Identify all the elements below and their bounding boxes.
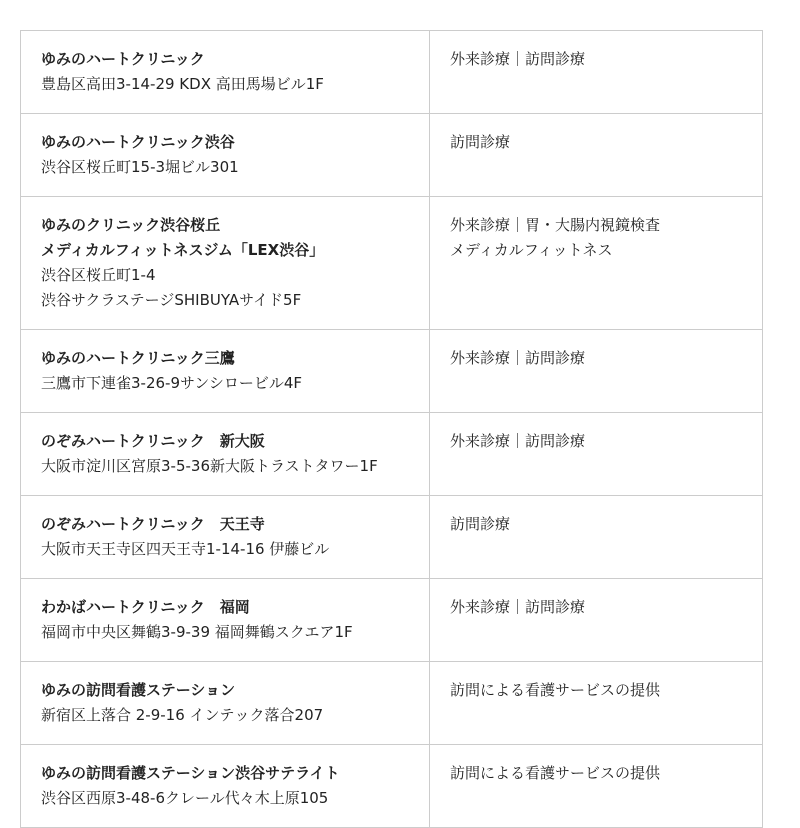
clinic-info-cell — [21, 662, 430, 745]
clinic-table — [20, 30, 763, 828]
clinic-info-cell — [21, 197, 430, 330]
clinic-info-cell — [21, 579, 430, 662]
table-row — [21, 496, 763, 579]
table-row — [21, 31, 763, 114]
clinic-name: ゆみのクリニック渋谷桜丘 — [41, 216, 221, 234]
clinic-services: 訪問診療 — [450, 515, 511, 533]
clinic-services-cell — [430, 114, 763, 197]
clinic-info-cell — [21, 31, 430, 114]
clinic-name: ゆみの訪問看護ステーション — [41, 681, 236, 699]
clinic-services: 訪問による看護サービスの提供 — [450, 681, 661, 699]
clinic-services: 訪問による看護サービスの提供 — [450, 764, 661, 782]
clinic-services: 外来診療｜胃・大腸内視鏡検査 — [450, 216, 661, 234]
clinic-services: 外来診療｜訪問診療 — [450, 349, 586, 367]
table-row — [21, 579, 763, 662]
clinic-table-body — [21, 31, 763, 828]
clinic-services-cell — [430, 413, 763, 496]
clinic-info-cell — [21, 413, 430, 496]
clinic-services-cell — [430, 662, 763, 745]
clinic-address: 渋谷区西原3-48-6クレール代々木上原105 — [41, 789, 329, 807]
table-row — [21, 413, 763, 496]
clinic-services-secondary: メディカルフィットネス — [450, 241, 613, 259]
clinic-services-cell — [430, 579, 763, 662]
clinic-address: 大阪市天王寺区四天王寺1-14-16 伊藤ビル — [41, 540, 330, 558]
clinic-services-cell — [430, 197, 763, 330]
clinic-address: 大阪市淀川区宮原3-5-36新大阪トラストタワー1F — [41, 457, 378, 475]
table-row — [21, 330, 763, 413]
clinic-services: 外来診療｜訪問診療 — [450, 50, 586, 68]
clinic-name: ゆみのハートクリニック三鷹 — [41, 349, 235, 367]
clinic-services: 外来診療｜訪問診療 — [450, 598, 586, 616]
clinic-services-cell — [430, 496, 763, 579]
clinic-services-cell — [430, 330, 763, 413]
clinic-address: 渋谷区桜丘町15-3堀ビル301 — [41, 158, 239, 176]
clinic-name: ゆみの訪問看護ステーション渋谷サテライト — [41, 764, 340, 782]
clinic-name: のぞみハートクリニック 天王寺 — [41, 515, 265, 533]
table-row — [21, 197, 763, 330]
clinic-name: わかばハートクリニック 福岡 — [41, 598, 250, 616]
clinic-services: 訪問診療 — [450, 133, 511, 151]
clinic-info-cell — [21, 745, 430, 828]
clinic-info-cell — [21, 496, 430, 579]
clinic-address: 福岡市中央区舞鶴3-9-39 福岡舞鶴スクエア1F — [41, 623, 353, 641]
clinic-address-secondary: 渋谷サクラステージSHIBUYAサイド5F — [41, 291, 302, 309]
clinic-name: ゆみのハートクリニック渋谷 — [41, 133, 235, 151]
table-row — [21, 114, 763, 197]
clinic-info-cell — [21, 114, 430, 197]
clinic-address: 新宿区上落合 2-9-16 インテック落合207 — [41, 706, 324, 724]
clinic-services-cell — [430, 745, 763, 828]
clinic-address: 渋谷区桜丘町1-4 — [41, 266, 156, 284]
clinic-name: ゆみのハートクリニック — [41, 50, 205, 68]
clinic-services-cell — [430, 31, 763, 114]
clinic-address: 三鷹市下連雀3-26-9サンシロービル4F — [41, 374, 303, 392]
clinic-name: のぞみハートクリニック 新大阪 — [41, 432, 265, 450]
table-row — [21, 662, 763, 745]
clinic-services: 外来診療｜訪問診療 — [450, 432, 586, 450]
clinic-name-secondary: メディカルフィットネスジム「LEX渋谷」 — [41, 241, 325, 259]
clinic-info-cell — [21, 330, 430, 413]
clinic-address: 豊島区高田3-14-29 KDX 高田馬場ビル1F — [41, 75, 324, 93]
table-row — [21, 745, 763, 828]
